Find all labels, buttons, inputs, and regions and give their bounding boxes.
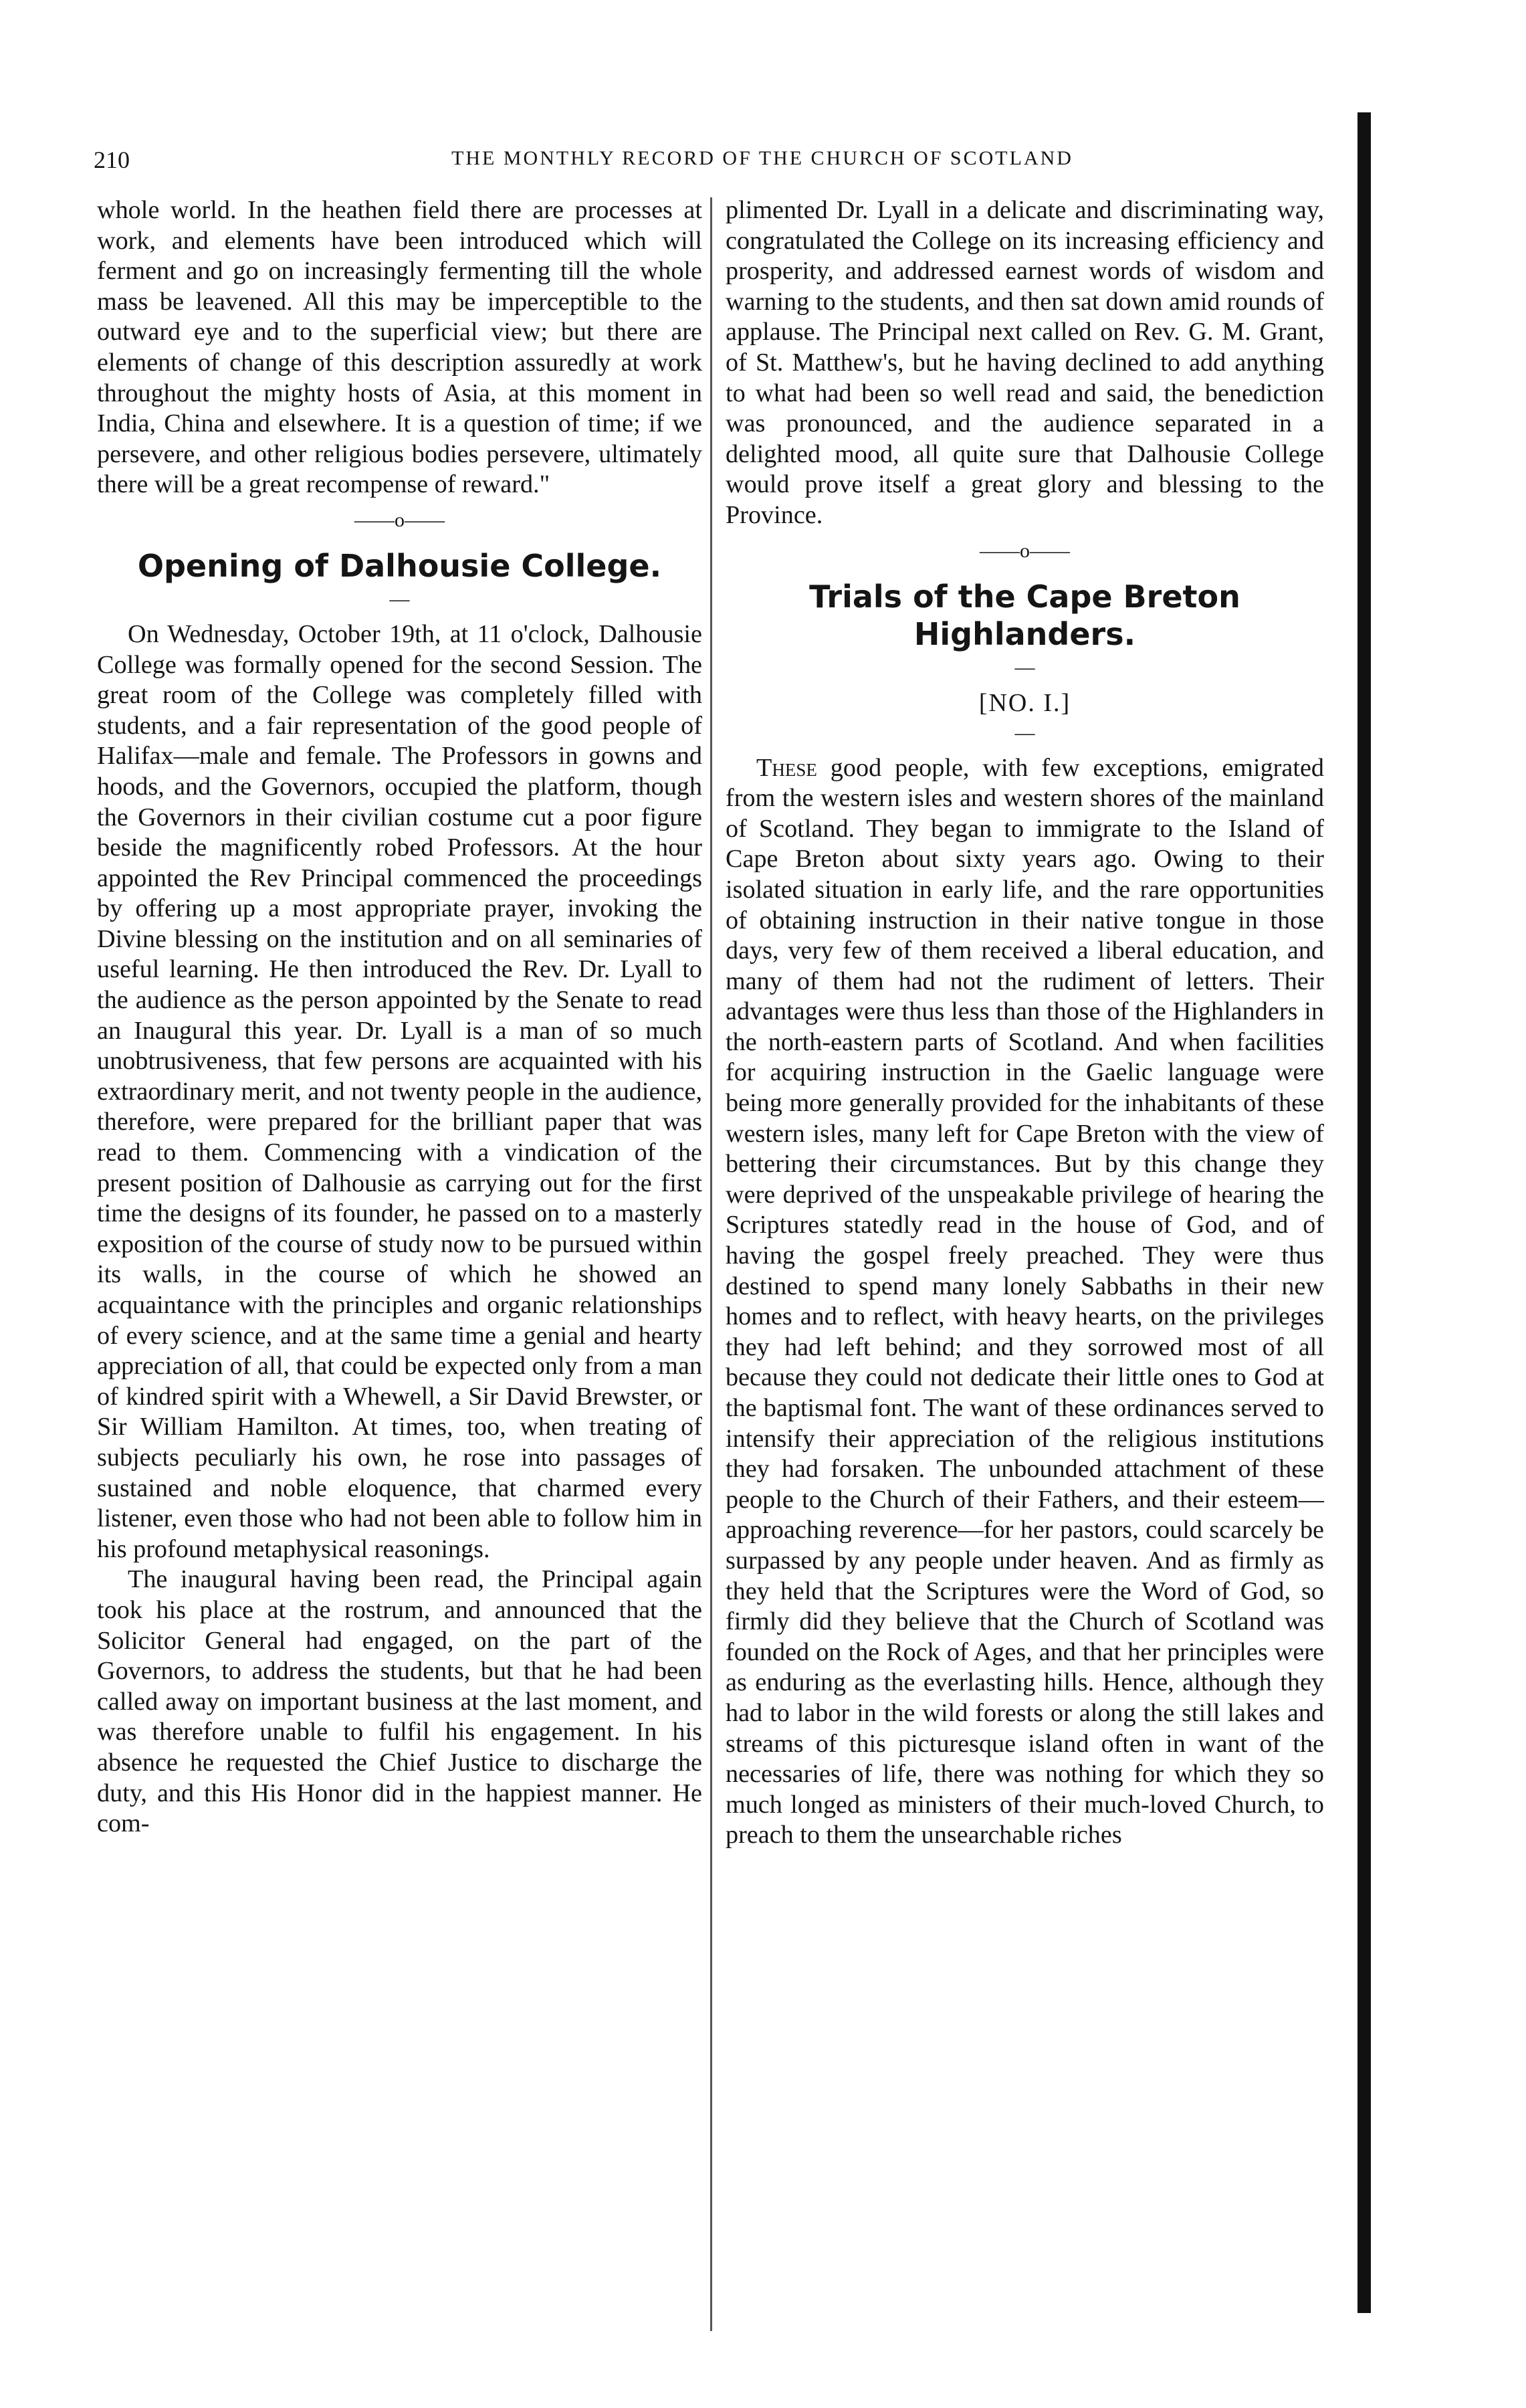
article-paragraph: On Wednesday, October 19th, at 11 o'clock, Dalhousie College was formally opened for the second Session. The great room of the College was completely filled with students, and a fair representation of the good people of Halifax—male and female. The Professors in gowns and hoods, and the Governors, occupied the platform, though the Governors in their civilian costume cut a poor figure beside the magnificently robed Professors. At the hour appointed the Rev Principal commenced the proceedings by offering up a most appropriate prayer, invoking the Divine blessing on the institution and on all seminaries of useful learning. He then introduced the Rev. Dr. Lyall to the audience as the person appointed by the Senate to read an Inaugural this year. Dr. Lyall is a man of so much unobtrusiveness, that few persons are acquainted with his extraordinary merit, and not twenty people in the audience, therefore, were prepared for the brilliant paper that was read to them. Commencing with a vindication of the present position of Dalhousie as carrying out for the first time the designs of its founder, he passed on to a masterly exposition of the course of study now to be pursued within its walls, in the course of which he showed an acquaintance with the principles and organic relationships of every science, and at the same time a genial and hearty appreciation of all, that could be expected only from a man of kindred spirit with a Whewell, a Sir David Brewster, or Sir William Hamilton. At times, too, when treating of subjects peculiarly his own, he rose into passages of sustained and noble eloquence, that charmed every listener, even those who had not been able to follow him in his profound metaphysical reasonings. bbox=[97, 619, 702, 1563]
article-paragraph: The inaugural having been read, the Principal again took his place at the rostrum, and announced that the Solicitor General had engaged, on the part of the Governors, to address the students, but that he had been called away on important business at the last moment, and was therefore unable to fulfil his engagement. In his absence he requested the Chief Justice to discharge the duty, and this His Honor did in the happiest manner. He com- bbox=[97, 1565, 702, 1838]
left-column bbox=[97, 195, 702, 1839]
article-paragraph bbox=[726, 753, 1324, 1851]
subnumber-dash: — bbox=[1014, 721, 1035, 744]
column-rule bbox=[710, 197, 712, 2331]
continued-paragraph: whole world. In the heathen field there are processes at work, and elements have been introduced which will ferment and go on increasingly fermenting till the whole mass be leavened. All this may be imperceptible to the outward eye and to the superficial view; but there are elements of change of this description assuredly at work throughout the mighty hosts of Asia, at this moment in India, China and elsewhere. It is a question of time; if we persevere, and other religious bodies persevere, ultimately there will be a great recompense of reward." bbox=[97, 196, 702, 499]
scan-edge-shadow bbox=[1357, 112, 1371, 2313]
lead-word: These bbox=[756, 753, 817, 782]
right-column bbox=[726, 195, 1324, 1851]
article-heading-dalhousie: Opening of Dalhousie College. bbox=[137, 547, 662, 584]
article-number: [NO. I.] bbox=[978, 688, 1071, 717]
paragraph-body: good people, with few exceptions, emigrated from the western isles and western shores of the mainland of Scotland. They began to immigrate to the Island of Cape Breton about sixty years ago. Owing to their isolated situation in early life, and the rare opportunities of obtaining instruction in their native tongue in those days, very few of them received a liberal education, and many of them had not the rudiment of letters. Their advantages were thus less than those of the Highlanders in the north-eastern parts of Scotland. And when facilities for acquiring instruction in the Gaelic language were being more generally provided for the inhabitants of these western isles, many left for Cape Breton with the view of bettering their circumstances. But by this change they were deprived of the unspeakable privilege of hearing the Scriptures statedly read in the house of God, and of having the gospel freely preached. They were thus destined to spend many lonely Sabbaths in their new homes and to reflect, with heavy hearts, on the privileges they had left behind; and they sorrowed most of all because they could not dedicate their little ones to God at the baptismal font. The want of these ordinances served to intensify their appreciation of the religious institutions they had forsaken. The unbounded attachment of these people to the Church of their Fathers, and their esteem—approaching reverence—for her pastors, could scarcely be surpassed by any people under heaven. And as firmly as they held that the Scriptures were the Word of God, so firmly did they believe that the Church of Scotland was founded on the Rock of Ages, and that her principles were as enduring as the everlasting hills. Hence, although they had to labor in the wild forests or along the still lakes and streams of this picturesque island often in want of the necessaries of life, there was nothing for which they so much longed as ministers of their much-loved Church, to preach to them the unsearchable riches bbox=[726, 753, 1324, 1849]
continued-paragraph: plimented Dr. Lyall in a delicate and discriminating way, congratulated the College on its increasing efficiency and prosperity, and addressed earnest words of wisdom and warning to the students, and then sat down amid rounds of applause. The Principal next called on Rev. G. M. Grant, of St. Matthew's, but he having declined to add anything to what had been so well read and said, the benediction was pronounced, and the audience separated in a delighted mood, all quite sure that Dalhousie College would prove itself a great glory and blessing to the Province. bbox=[726, 196, 1324, 529]
page-header bbox=[94, 146, 1297, 179]
heading-dash: — bbox=[389, 587, 410, 610]
section-divider: ——o—— bbox=[980, 539, 1070, 562]
running-head: THE MONTHLY RECORD OF THE CHURCH OF SCOTLAND bbox=[451, 147, 1073, 169]
page-number: 210 bbox=[94, 146, 130, 173]
heading-dash: — bbox=[1014, 656, 1035, 678]
article-heading-cape-breton: Trials of the Cape Breton Highlanders. bbox=[809, 578, 1240, 652]
section-divider: ——o—— bbox=[354, 508, 445, 531]
